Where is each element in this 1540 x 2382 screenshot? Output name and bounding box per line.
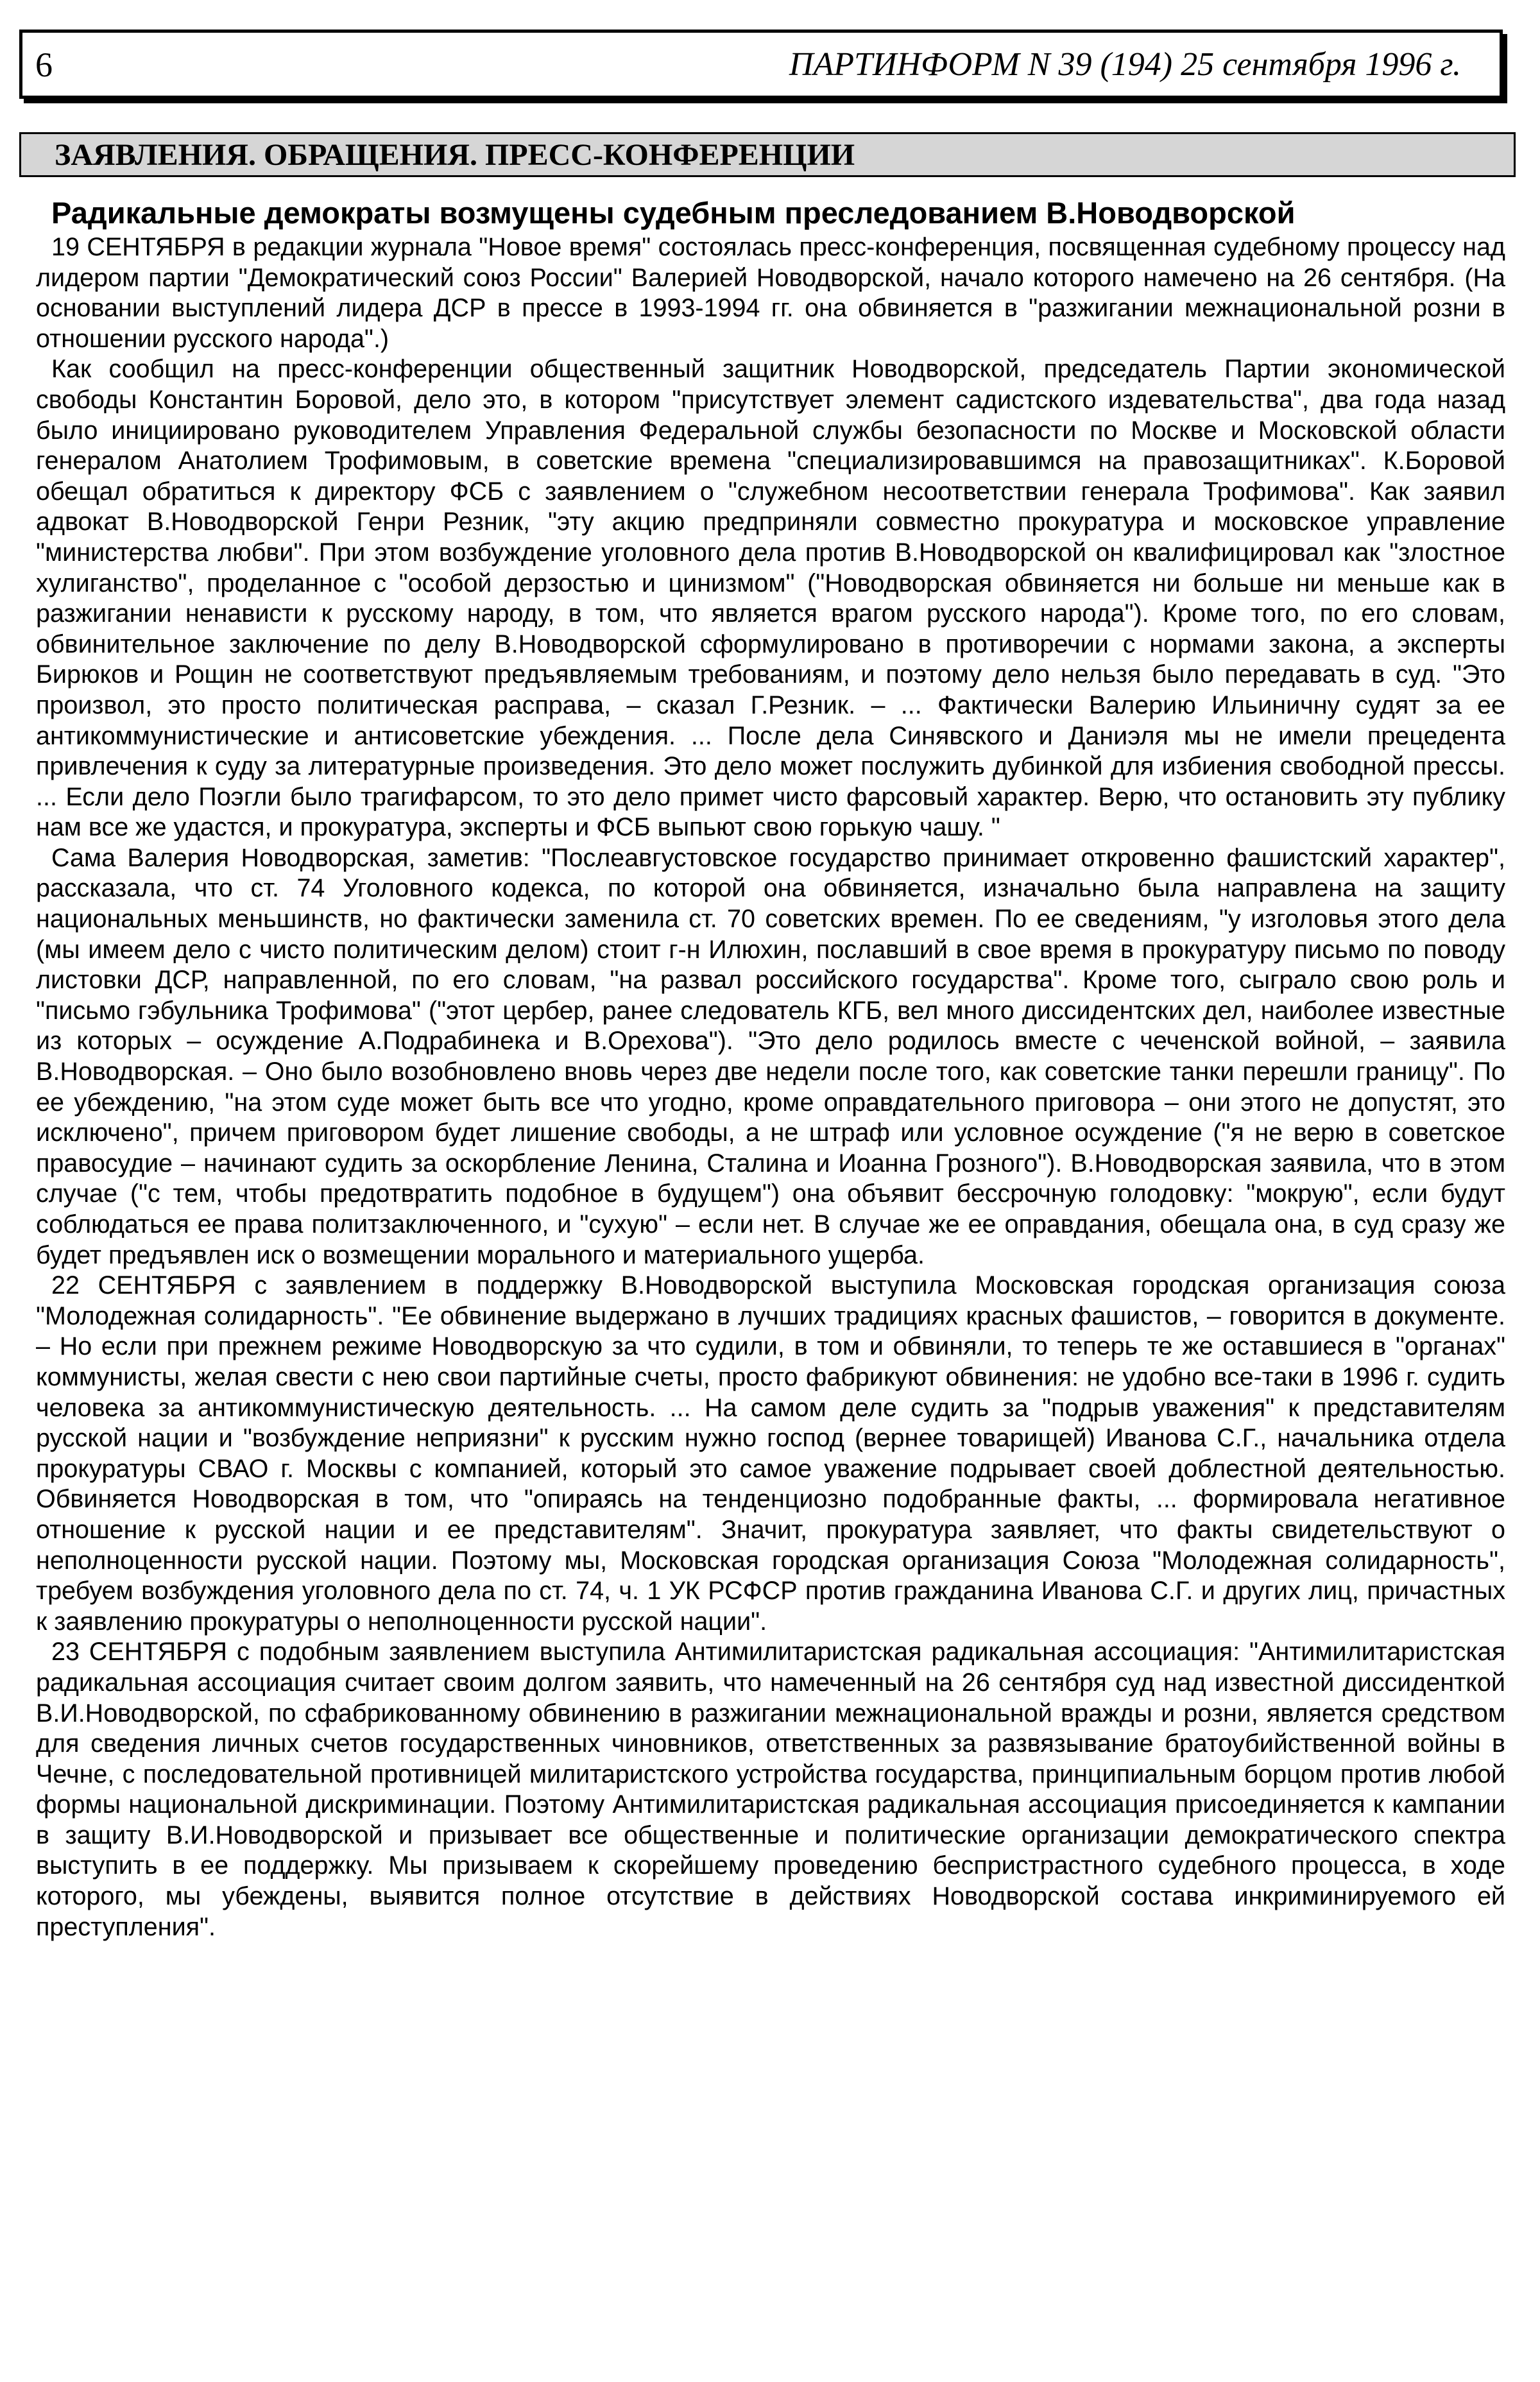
article-paragraph-3: Сама Валерия Новодворская, заметив: "Послеавгустовское государство принимает откровенно фашистский характер", рассказала, что ст. 74 Уголовного кодекса, по которой она обвиняется, изначально была направлена на защиту национальных меньшинств, но фактически заменила ст. 70 советских времен. По ее сведениям, "у изголовья этого дела (мы имеем дело с чисто политическим делом) стоит г-н Илюхин, пославший в свое время в прокуратуру письмо по поводу листовки ДСР, направленной, по его словам, "на развал российского государства". Кроме того, сыграло свою роль и "письмо гэбульника Трофимова" ("этот цербер, ранее следователь КГБ, вел много диссидентских дел, наиболее известные из которых – осуждение А.Подрабинека и В.Орехова"). "Это дело родилось вместе с чеченской войной, – заявила В.Новодворская. – Оно было возобновлено вновь через две недели после того, как советские танки перешли границу". По ее убеждению, "на этом суде может быть все что угодно, кроме оправдательного приговора – они этого не допустят, это исключено", причем приговором будет лишение свободы, а не штраф или условное осуждение ("я не верю в советское правосудие – начинают судить за оскорбление Ленина, Сталина и Иоанна Грозного"). В.Новодворская заявила, что в этом случае ("с тем, чтобы предотвратить подобное в будущем") она объявит бессрочную голодовку: "мокрую", если будут соблюдаться ее права политзаключенного, и "сухую" – если нет. В случае же ее оправдания, обещала она, в суд сразу же будет предъявлен иск о возмещении морального и материального ущерба. [36, 843, 1505, 1269]
page-number: 6 [35, 46, 53, 84]
article-paragraph-4: 22 СЕНТЯБРЯ с заявлением в поддержку В.Новодворской выступила Московская городская организация союза "Молодежная солидарность". "Ее обвинение выдержано в лучших традициях красных фашистов, – говорится в документе. – Но если при прежнем режиме Новодворскую за что судили, в том и обвиняли, то теперь те же оставшиеся в "органах" коммунисты, желая свести с нею свои партийные счеты, просто фабрикуют обвинения: не удобно все-таки в 1996 г. судить человека за антикоммунистическую деятельность. ... На самом деле судить за "подрыв уважения" к представителям русской нации и "возбуждение неприязни" к русским нужно господ (вернее товарищей) Иванова С.Г., начальника отдела прокуратуры СВАО г. Москвы с компанией, который это самое уважение подрывает своей доблестной деятельностью. Обвиняется Новодворская в том, что "опираясь на тенденциозно подобранные факты, ... формировала негативное отношение к русской нации и ее представителям". Значит, прокуратура заявляет, что факты свидетельствуют о неполноценности русской нации. Поэтому мы, Московская городская организация Союза "Молодежная солидарность", требуем возбуждения уголовного дела по ст. 74, ч. 1 УК РСФСР против гражданина Иванова С.Г. и других лиц, причастных к заявлению прокуратуры о неполноценности русской нации". [36, 1271, 1505, 1636]
page-header [19, 30, 1503, 99]
section-banner [19, 132, 1516, 177]
article [36, 194, 1505, 1942]
masthead-issue-line: ПАРТИНФОРМ N 39 (194) 25 сентября 1996 г. [789, 46, 1461, 83]
article-paragraph-2: Как сообщил на пресс-конференции общественный защитник Новодворской, председатель Партии экономической свободы Константин Боровой, дело это, в котором "присутствует элемент садистского издевательства", два года назад было инициировано руководителем Управления Федеральной службы безопасности по Москве и Московской области генералом Анатолием Трофимовым, в советские времена "специализировавшимся на правозащитниках". К.Боровой обещал обратиться к директору ФСБ с заявлением о "служебном несоответствии генерала Трофимова". Как заявил адвокат В.Новодворской Генри Резник, "эту акцию предприняли совместно прокуратура и московское управление "министерства любви". При этом возбуждение уголовного дела против В.Новодворской он квалифицировал как "злостное хулиганство", проделанное с "особой дерзостью и цинизмом" ("Новодворская обвиняется ни больше ни меньше как в разжигании ненависти к русскому народу, в том, что является врагом русского народа"). Кроме того, по его словам, обвинительное заключение по делу В.Новодворской сформулировано в противоречии с нормами закона, а эксперты Бирюков и Рощин не соответствуют предъявляемым требованиям, и поэтому дело нельзя было передавать в суд. "Это произвол, это просто политическая расправа, – сказал Г.Резник. – ... Фактически Валерию Ильиничну судят за ее антикоммунистические и антисоветские убеждения. ... После дела Синявского и Даниэля мы не имели прецедента привлечения к суду за литературные произведения. Это дело может послужить дубинкой для избиения свободной прессы. ... Если дело Поэгли было трагифарсом, то это дело примет чисто фарсовый характер. Верю, что остановить эту публику нам все же удастся, и прокуратура, эксперты и ФСБ выпьют свою горькую чашу. " [36, 355, 1505, 842]
section-title: ЗАЯВЛЕНИЯ. ОБРАЩЕНИЯ. ПРЕСС-КОНФЕРЕНЦИИ [55, 138, 855, 172]
article-paragraph-1: 19 СЕНТЯБРЯ в редакции журнала "Новое время" состоялась пресс-конференция, посвященная судебному процессу над лидером партии "Демократический союз России" Валерией Новодворской, начало которого намечено на 26 сентября. (На основании выступлений лидера ДСР в прессе в 1993-1994 гг. она обвиняется в "разжигании межнациональной розни в отношении русского народа".) [36, 233, 1505, 353]
article-headline: Радикальные демократы возмущены судебным преследованием В.Новодворской [51, 196, 1296, 230]
article-paragraph-5: 23 СЕНТЯБРЯ с подобным заявлением выступила Антимилитаристская радикальная ассоциация: "Антимилитаристская радикальная ассоциация считает своим долгом заявить, что намеченный на 26 сентября суд над известной диссиденткой В.И.Новодворской, по сфабрикованному обвинению в разжигании межнациональной вражды и розни, является средством для сведения личных счетов государственных чиновников, ответственных за развязывание братоубийственной войны в Чечне, с последовательной противницей милитаристского устройства государства, принципиальным борцом против любой формы национальной дискриминации. Поэтому Антимилитаристская радикальная ассоциация присоединяется к кампании в защиту В.И.Новодворской и призывает все общественные и политические организации демократического спектра выступить в ее поддержку. Мы призываем к скорейшему проведению беспристрастного судебного процесса, в ходе которого, мы убеждены, выявится полное отсутствие в действиях Новодворской состава инкриминируемого ей преступления". [36, 1638, 1505, 1941]
